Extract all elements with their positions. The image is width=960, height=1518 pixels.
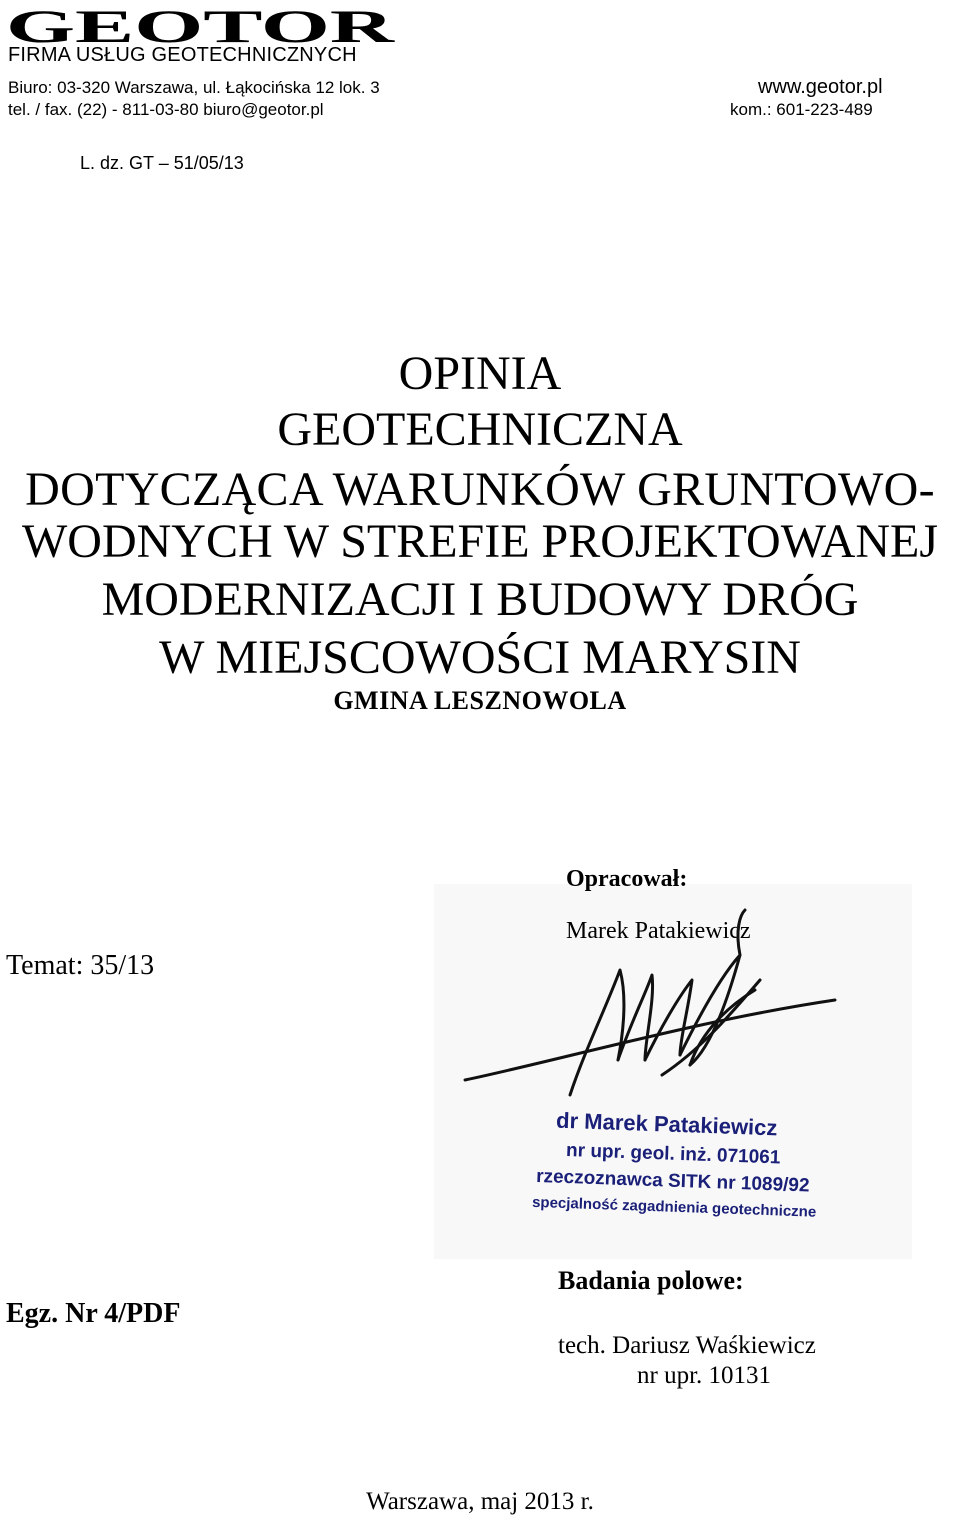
preparer-name: Marek Patakiewicz	[566, 918, 751, 944]
field-research-label: Badania polowe:	[558, 1266, 744, 1295]
title-line: MODERNIZACJI I BUDOWY DRÓG	[101, 573, 859, 626]
signature-stamp	[520, 1108, 840, 1223]
topic-number: Temat: 35/13	[6, 950, 155, 981]
title-line: W MIEJSCOWOŚCI MARYSIN	[159, 631, 801, 684]
reference-number: L. dz. GT – 51/05/13	[80, 153, 244, 173]
handwritten-signature	[440, 900, 860, 1110]
firm-name: FIRMA USŁUG GEOTECHNICZNYCH	[8, 44, 357, 66]
place-and-date: Warszawa, maj 2013 r.	[366, 1488, 594, 1515]
logo-text: GEOTOR	[6, 4, 396, 46]
company-logo	[6, 4, 398, 46]
title-line: DOTYCZĄCA WARUNKÓW GRUNTOWO-	[25, 463, 935, 516]
stamp-line: nr upr. geol. inż. 071061	[565, 1140, 781, 1169]
title-line: WODNYCH W STREFIE PROJEKTOWANEJ	[21, 515, 939, 568]
field-technician-name: tech. Dariusz Waśkiewicz	[558, 1332, 816, 1359]
title-line: GEOTECHNICZNA	[277, 403, 683, 456]
stamp-line: rzeczoznawca SITK nr 1089/92	[535, 1165, 810, 1197]
stamp-line: specjalność zagadnienia geotechniczne	[531, 1193, 817, 1221]
phone-email: tel. / fax. (22) - 811-03-80 biuro@geotor.pl	[8, 100, 324, 119]
prepared-by-label: Opracował:	[566, 866, 688, 892]
stamp-line: dr Marek Patakiewicz	[555, 1108, 778, 1141]
mobile-phone: kom.: 601-223-489	[730, 100, 873, 119]
title-line: OPINIA	[398, 347, 562, 400]
field-technician-license: nr upr. 10131	[637, 1362, 772, 1389]
copy-number: Egz. Nr 4/PDF	[6, 1298, 181, 1329]
website: www.geotor.pl	[758, 76, 883, 98]
office-address: Biuro: 03-320 Warszawa, ul. Łąkocińska 12 lok. 3	[8, 78, 380, 97]
municipality-subtitle: GMINA LESZNOWOLA	[333, 686, 627, 715]
